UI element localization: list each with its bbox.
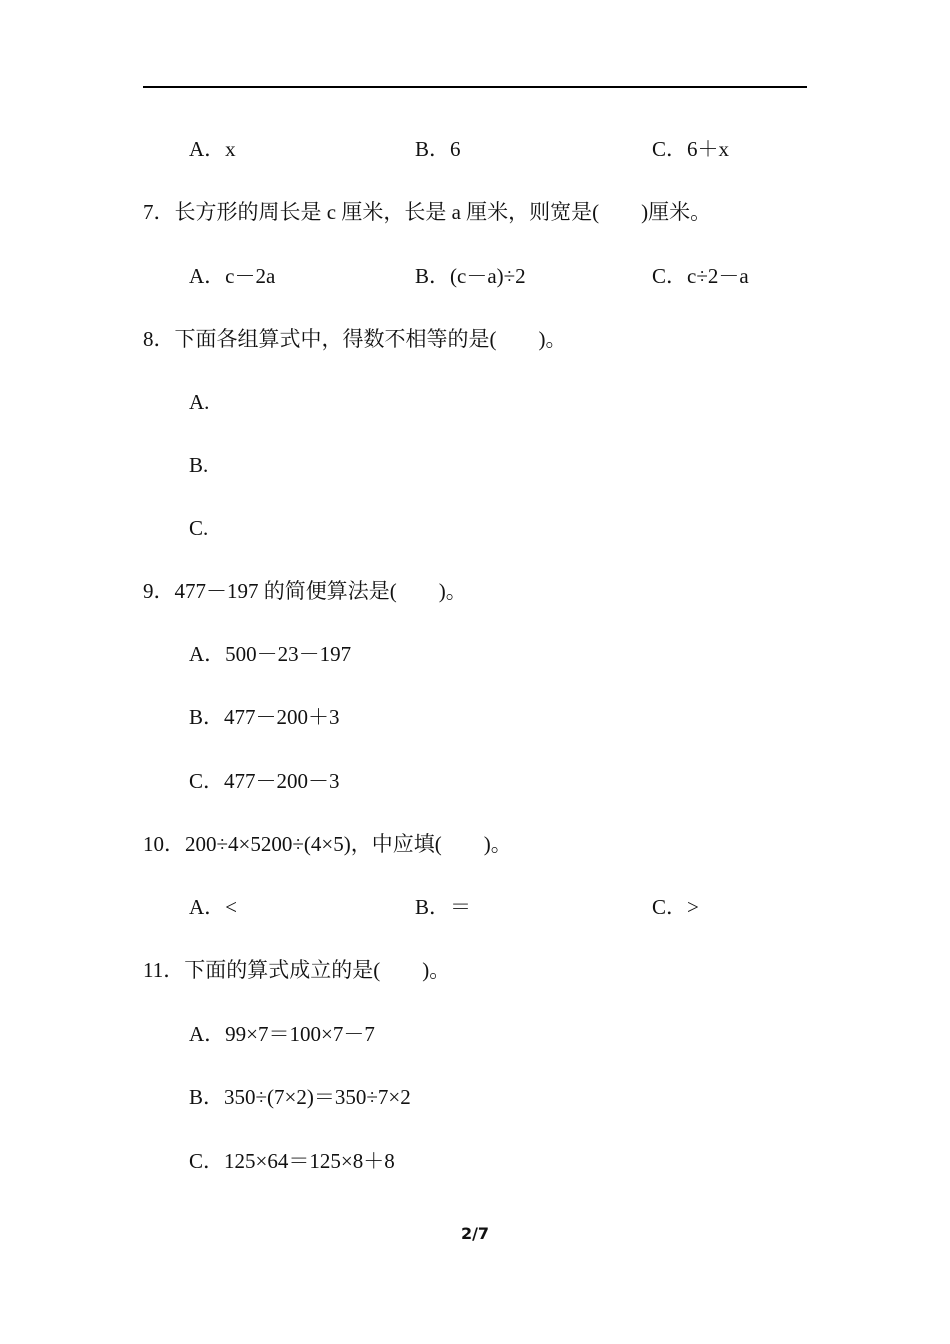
q7-option-a: A．c－2a: [189, 264, 276, 288]
q11-option-b: B．350÷(7×2)＝350÷7×2: [189, 1085, 411, 1109]
q11-option-a: A．99×7＝100×7－7: [189, 1022, 375, 1046]
q6-option-b: B．6: [415, 137, 461, 161]
q11-stem: 11．下面的算式成立的是( )。: [143, 958, 451, 982]
q8-option-b: B.: [189, 453, 209, 477]
q9-option-c: C．477－200－3: [189, 769, 340, 793]
q8-stem: 8．下面各组算式中，得数不相等的是( )。: [143, 327, 567, 351]
q10-stem: 10．200÷4×5200÷(4×5)，中应填( )。: [143, 832, 512, 856]
header-rule: [143, 86, 807, 88]
q10-option-a: A．<: [189, 895, 238, 919]
q11-option-c: C．125×64＝125×8＋8: [189, 1149, 395, 1173]
q6-option-a: A．x: [189, 137, 236, 161]
q7-stem: 7．长方形的周长是 c 厘米，长是 a 厘米，则宽是( )厘米。: [143, 200, 712, 224]
q8-option-c: C.: [189, 516, 209, 540]
page-number: 2/7: [460, 1224, 490, 1243]
q7-option-b: B．(c－a)÷2: [415, 264, 526, 288]
q10-option-c: C．>: [652, 895, 699, 919]
q10-option-b: B．＝: [415, 895, 472, 919]
q9-option-b: B．477－200＋3: [189, 705, 340, 729]
q9-option-a: A．500－23－197: [189, 642, 352, 666]
q7-option-c: C．c÷2－a: [652, 264, 749, 288]
q8-option-a: A.: [189, 390, 210, 414]
q9-stem: 9．477－197 的简便算法是( )。: [143, 579, 467, 603]
q6-option-c: C．6＋x: [652, 137, 730, 161]
